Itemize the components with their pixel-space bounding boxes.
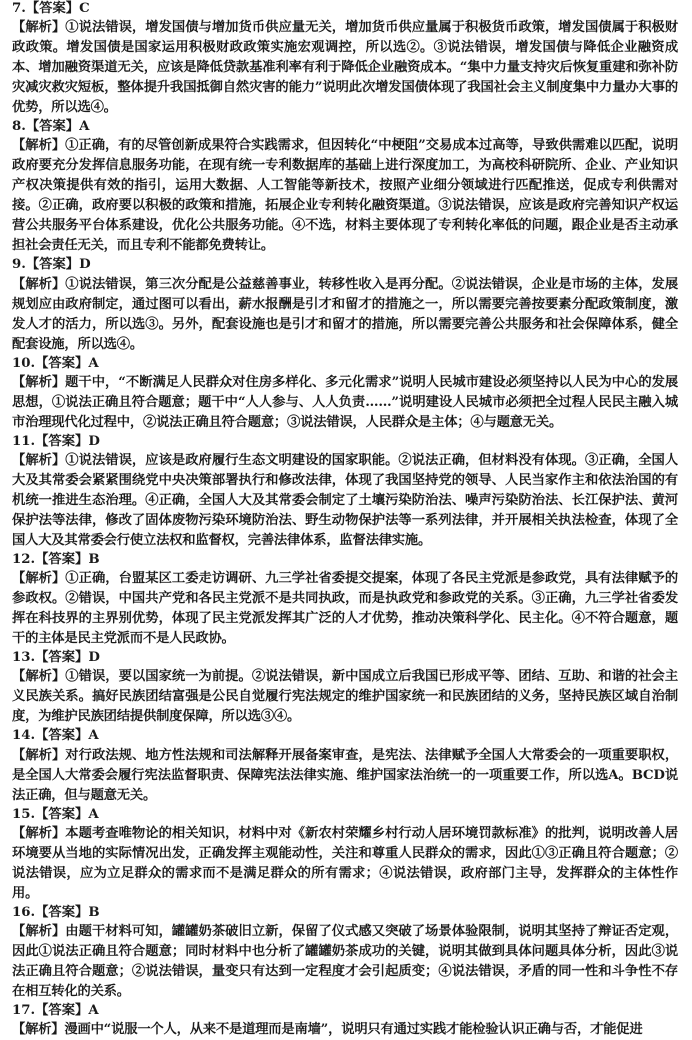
answer-letter: A [88,1003,99,1019]
answer-letter: D [79,257,91,273]
answer-tag: 【答案】 [35,433,89,449]
answer-letter: A [88,355,99,371]
question-number: 13. [12,650,36,666]
answer-tag: 【答案】 [25,1,80,16]
answer-letter: D [88,433,100,449]
answer-letter: B [88,904,100,920]
answer-item-8 [12,118,678,256]
explanation-tag: 【解析】 [12,747,66,763]
explanation-text: 本题考查唯物论的相关知识，材料中对《新农村荣耀乡村行动人居环境罚款标准》的批判，说明改善人居环境要从当地的实际情况出发，正确发挥主观能动性，关注和尊重人民群众的需求，因此①③正确且符合题意；②说法错误，应为立足群众的需求而不是满足群众的所有需求；④说法错误，政府部门主导，发挥群众的主体性作用。 [12,825,678,901]
answer-tag: 【答案】 [25,257,80,273]
answer-letter: A [88,728,99,744]
answer-tag: 【答案】 [35,904,89,920]
explanation-tag: 【解析】 [12,374,66,390]
explanation-tag: 【解析】 [12,453,66,469]
explanation-text: ①正确，台盟某区工委走访调研、九三学社省委提交提案，体现了各民主党派是参政党，具有法律赋予的参政权。②错误，中国共产党和各民主党派不是共同执政，而是执政党和参政党的关系。③正确，九三学社省委发挥在科技界的主界别优势，体现了民主党派发挥其广泛的人才优势，推动决策科学化、民主化。④不符合题意，题干的主体是民主党派而不是人民政协。 [12,571,678,647]
answer-line [12,806,678,824]
explanation-text: ①说法错误，应该是政府履行生态文明建设的国家职能。②说法正确，但材料没有体现。③正确，全国人大及其常委会紧紧围绕党中央决策部署执行和修改法律，体现了我国坚持党的领导、人民当家作主和依法治国的有机统一推进生态治理。④正确，全国人大及其常委会制定了土壤污染防治法、噪声污染防治法、长江保护法、黄河保护法等法律，修改了固体废物污染环境防治法、野生动物保护法等一系列法律，并开展相关执法检查，体现了全国人大及其常委会行使立法权和监督权，完善法律体系，监督法律实施。 [12,453,678,549]
question-number: 14. [12,728,36,744]
answer-letter: D [88,650,100,666]
answer-tag: 【答案】 [35,552,89,568]
explanation-tag: 【解析】 [12,924,66,940]
explanation [12,746,678,806]
answer-line [12,649,678,667]
explanation-tag: 【解析】 [12,138,66,154]
explanation [12,451,678,551]
explanation [12,569,678,649]
explanation [12,136,678,256]
explanation-text: 题干中，“不断满足人民群众对住房多样化、多元化需求”说明人民城市建设必须坚持以人民为中心的发展思想，①说法正确且符合题意；题干中“人人参与、人人负责……”说明建设人民城市必须把全过程人民民主融入城市治理现代化过程中，②说法正确且符合题意；③说法错误，人民群众是主体；④与题意无关。 [12,374,678,430]
question-number: 16. [12,904,36,920]
answer-item-12 [12,551,678,649]
question-number: 9. [12,257,26,273]
answer-line [12,355,678,373]
question-number: 7. [12,1,26,16]
answer-tag: 【答案】 [25,119,80,135]
explanation-text: ①错误，要以国家统一为前提。②说法错误，新中国成立后我国已形成平等、团结、互助、和谐的社会主义民族关系。搞好民族团结富强是公民自觉履行宪法规定的维护国家统一和民族团结的义务，坚持民族区域自治制度，为维护民族团结提供制度保障，所以选③④。 [12,669,678,725]
explanation [12,824,678,904]
answer-letter: C [79,1,90,16]
explanation-tag: 【解析】 [12,571,66,587]
answer-item-17 [12,1002,678,1040]
answer-item-7 [12,0,678,118]
answer-item-10 [12,355,678,433]
explanation [12,667,678,727]
question-number: 10. [12,355,36,371]
answer-tag: 【答案】 [35,355,89,371]
explanation-text: 由题干材料可知，罐罐奶茶破旧立新，保留了仪式感又突破了场景体验限制，说明其坚持了辩证否定观，因此①说法正确且符合题意；同时材料中也分析了罐罐奶茶成功的关键，说明其做到具体问题具体分析，因此③说法正确且符合题意；②说法错误，量变只有达到一定程度才会引起质变；④说法错误，矛盾的同一性和斗争性不存在相互转化的关系。 [12,924,678,1000]
answer-letter: A [88,806,99,822]
answer-letter: A [79,119,90,135]
answer-line [12,256,678,274]
explanation-tag: 【解析】 [12,1022,65,1038]
answer-item-11 [12,433,678,551]
answer-tag: 【答案】 [35,806,89,822]
explanation-tag: 【解析】 [12,825,66,841]
answer-line [12,118,678,136]
explanation-text: ①说法错误，增发国债与增加货币供应量无关，增加货币供应量属于积极货币政策，增发国债属于积极财政政策。增发国债是国家运用积极财政政策实施宏观调控，所以选②。③说法错误，增发国债与降低企业融资成本、增加融资渠道无关，应该是降低贷款基准利率有利于降低企业融资成本。“集中力量支持灾后恢复重建和弥补防灾减灾救灾短板，整体提升我国抵御自然灾害的能力”说明此次增发国债体现了我国社会主义制度集中力量办大事的优势，所以选④。 [12,20,678,116]
explanation-text: 对行政法规、地方性法规和司法解释开展备案审查，是宪法、法律赋予全国人大常委会的一项重要职权，是全国人大常委会履行宪法监督职责、保障宪法法律实施、维护国家法治统一的一项重要工作，所以选A。BCD说法正确，但与题意无关。 [12,747,678,803]
answer-line [12,433,678,451]
answer-line [12,551,678,569]
answer-item-15 [12,806,678,904]
explanation-text: ①说法错误，第三次分配是公益慈善事业，转移性收入是再分配。②说法错误，企业是市场的主体，发展规划应由政府制定，通过图可以看出，薪水报酬是引才和留才的措施之一，所以需要完善按要素分配政策制度，激发人才的活力，所以选③。另外，配套设施也是引才和留才的措施，所以需要完善公共服务和社会保障体系，健全配套设施，所以选④。 [12,276,678,352]
answer-line [12,0,678,18]
question-number: 17. [12,1003,36,1019]
question-number: 8. [12,119,26,135]
answer-item-16 [12,904,678,1002]
question-number: 15. [12,806,36,822]
explanation-tag: 【解析】 [12,20,66,36]
explanation [12,18,678,118]
explanation-tag: 【解析】 [12,669,66,685]
answer-item-14 [12,727,678,805]
answer-line [12,904,678,922]
answer-tag: 【答案】 [35,728,89,744]
answer-letter: B [88,552,100,568]
explanation [12,373,678,433]
explanation [12,922,678,1002]
explanation-text: 漫画中“说服一个人，从来不是道理而是南墙”，说明只有通过实践才能检验认识正确与否，才能促进 [64,1022,643,1038]
answer-line [12,727,678,745]
explanation-text: ①正确，有的尽管创新成果符合实践需求，但因转化“中梗阻”交易成本过高等，导致供需难以匹配，说明政府要充分发挥信息服务功能，在现有统一专利数据库的基础上进行深度加工，为高校科研院所、企业、产业知识产权决策提供有效的指引，运用大数据、人工智能等新技术，按照产业细分领域进行匹配推送，促成专利供需对接。②正确，政府要以积极的政策和措施，拓展企业专利转化融资渠道。③说法错误，应该是政府完善知识产权运营公共服务平台体系建设，优化公共服务功能。④不选，材料主要体现了专利转化率低的问题，跟企业是否主动承担社会责任无关，而且专利不能都免费转让。 [12,138,678,254]
answer-item-9 [12,256,678,354]
explanation [12,275,678,355]
answer-item-13 [12,649,678,727]
explanation-tag: 【解析】 [12,276,66,292]
answer-tag: 【答案】 [35,650,89,666]
explanation [12,1020,678,1040]
answer-line [12,1002,678,1020]
answer-tag: 【答案】 [35,1003,89,1019]
question-number: 11. [12,433,36,449]
question-number: 12. [12,552,36,568]
